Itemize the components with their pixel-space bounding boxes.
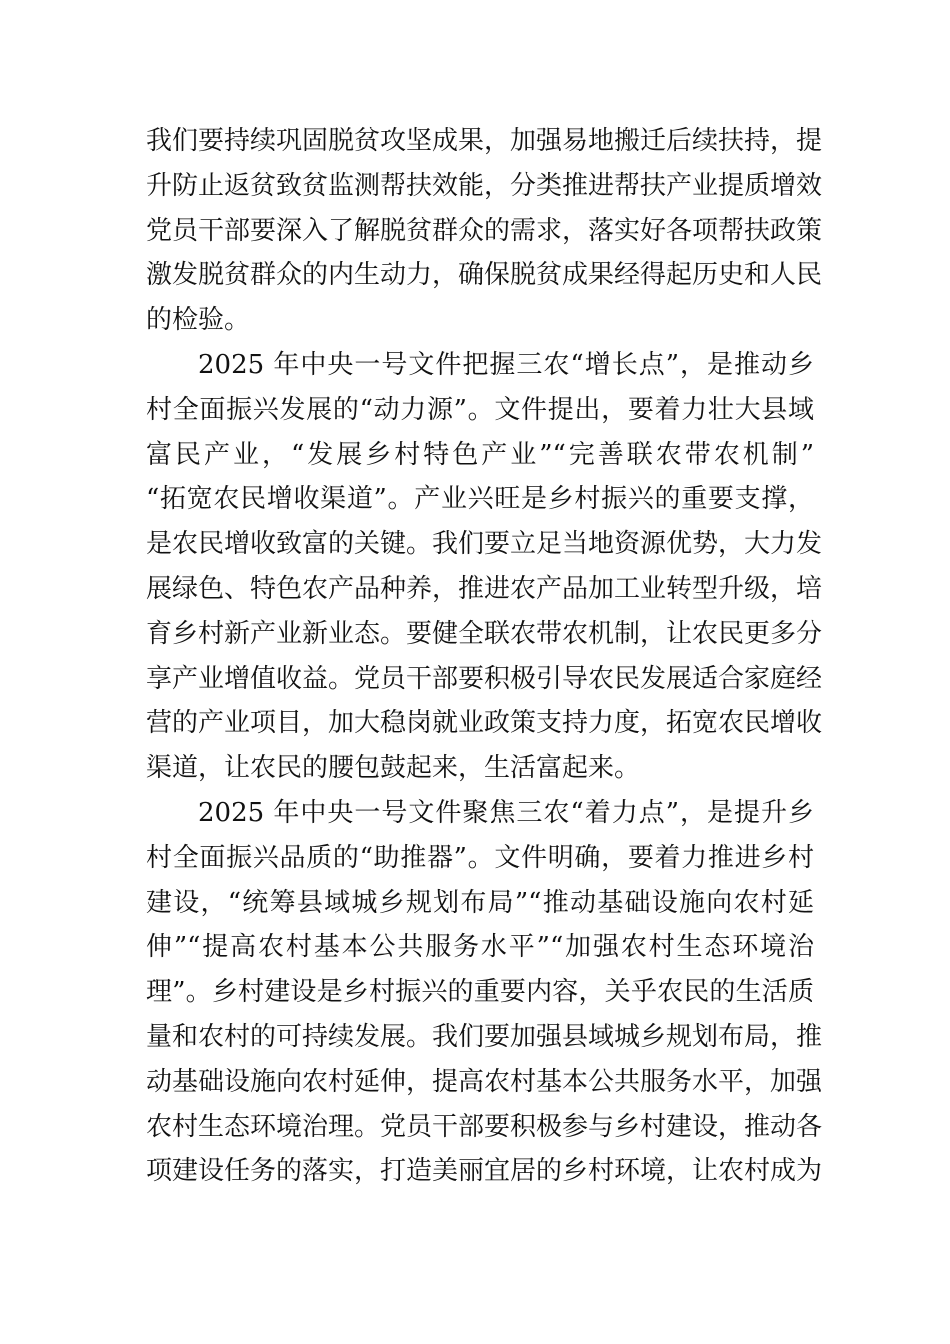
text-line: 动基础设施向农村延伸，提高农村基本公共服务水平，加强: [146, 1066, 823, 1097]
text-line: 量和农村的可持续发展。我们要加强县域城乡规划布局，推: [146, 1021, 823, 1052]
text-line: 是农民增收致富的关键。我们要立足当地资源优势，大力发: [146, 529, 823, 560]
paragraph-first-line: 2025 年中央一号文件聚焦三农“着力点”，是提升乡: [198, 797, 814, 828]
text-line: 项建设任务的落实，打造美丽宜居的乡村环境，让农村成为: [146, 1156, 823, 1187]
body-text: [146, 119, 823, 1194]
text-line: 享产业增值收益。党员干部要积极引导农民发展适合家庭经: [146, 663, 823, 694]
text-line: 营的产业项目，加大稳岗就业政策支持力度，拓宽农民增收: [146, 708, 823, 739]
text-line: 理”。乡村建设是乡村振兴的重要内容，关乎农民的生活质: [146, 977, 814, 1008]
text-line: 升防止返贫致贫监测帮扶效能，分类推进帮扶产业提质增效: [146, 170, 823, 201]
text-line: 激发脱贫群众的内生动力，确保脱贫成果经得起历史和人民: [146, 260, 823, 291]
text-line: 展绿色、特色农产品种养，推进农产品加工业转型升级，培: [146, 573, 823, 604]
text-line: 村全面振兴发展的“动力源”。文件提出，要着力壮大县域: [146, 394, 814, 425]
text-line: 伸”“提高农村基本公共服务水平”“加强农村生态环境治: [146, 932, 814, 963]
text-line: 党员干部要深入了解脱贫群众的需求，落实好各项帮扶政策: [146, 215, 823, 246]
text-line: 村全面振兴品质的“助推器”。文件明确，要着力推进乡村: [146, 842, 814, 873]
text-line: 农村生态环境治理。党员干部要积极参与乡村建设，推动各: [146, 1111, 823, 1142]
text-line: 渠道，让农民的腰包鼓起来，生活富起来。: [146, 753, 641, 784]
text-line: 的检验。: [146, 305, 251, 336]
text-line: 我们要持续巩固脱贫攻坚成果，加强易地搬迁后续扶持，提: [146, 126, 823, 156]
text-line: 富民产业，“发展乡村特色产业”“完善联农带农机制”: [146, 439, 814, 470]
text-line: “拓宽农民增收渠道”。产业兴旺是乡村振兴的重要支撑，: [146, 484, 814, 515]
paragraph-first-line: 2025 年中央一号文件把握三农“增长点”，是推动乡: [198, 349, 814, 380]
text-line: 建设，“统筹县域城乡规划布局”“推动基础设施向农村延: [146, 887, 814, 918]
text-line: 育乡村新产业新业态。要健全联农带农机制，让农民更多分: [146, 618, 823, 649]
